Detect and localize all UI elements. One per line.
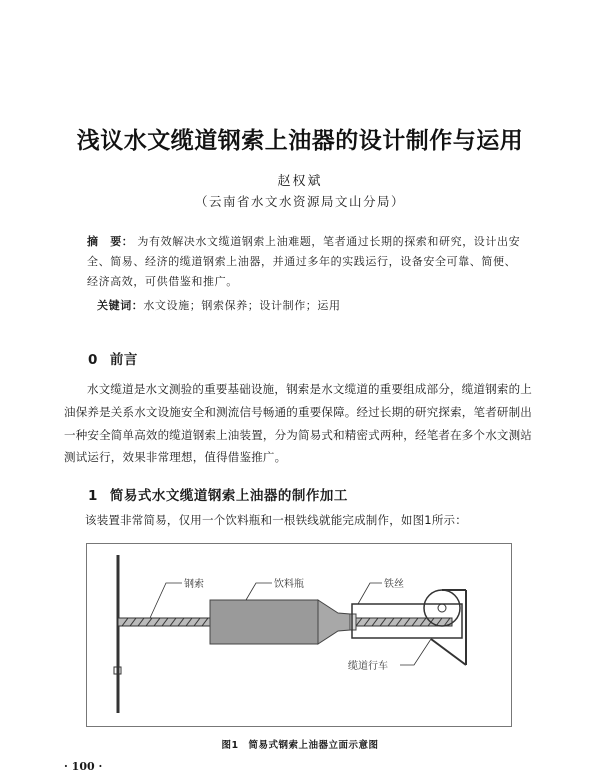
figure-1-caption: 图1 简易式钢索上油器立面示意图 — [221, 740, 379, 751]
carriage-frame — [431, 590, 466, 665]
author: 赵权斌 — [277, 174, 323, 189]
section-1-title: 简易式水文缆道钢索上油器的制作加工 — [109, 488, 348, 504]
section-1-heading — [88, 484, 348, 504]
abstract-label: 摘 要： — [87, 235, 134, 248]
label-bottle: 饮料瓶 — [274, 579, 304, 590]
figure-1-diagram — [86, 543, 512, 727]
section-0-title: 前言 — [109, 352, 138, 368]
section-1-number: 1 — [88, 488, 98, 504]
label-cable: 钢索 — [184, 579, 204, 590]
keywords-label: 关键词： — [97, 299, 144, 312]
page-number: · 100 · — [64, 760, 103, 773]
section-0-paragraph: 水文缆道是水文测验的重要基础设施，钢索是水文缆道的重要组成部分，缆道钢索的上油保养是关系水文设施安全和测流信号畅通的重要保障。经过长期的研究探索，笔者研制出一种安全简单高效的缆道钢索上油装置，分为简易式和精密式两种，经笔者在多个水文测站测试运行，效果非常理想，值得借鉴推广。 — [64, 382, 532, 465]
paper-title: 浅议水文缆道钢索上油器的设计制作与运用 — [76, 127, 524, 154]
keywords-text: 水文设施；钢索保养；设计制作；运用 — [143, 299, 341, 312]
label-wire: 铁丝 — [384, 579, 404, 590]
abstract-text: 为有效解决水文缆道钢索上油难题，笔者通过长期的探索和研究，设计出安全、简易、经济的缆道钢索上油器，并通过多年的实践运行，设备安全可靠、简便、经济高效，可供借鉴和推广。 — [87, 235, 521, 288]
abstract — [87, 232, 527, 292]
section-1-intro: 该装置非常简易，仅用一个饮料瓶和一根铁线就能完成制作，如图1所示： — [85, 513, 467, 527]
section-0-heading — [88, 348, 138, 368]
bottle-shape — [210, 600, 356, 644]
affiliation: （云南省水文水资源局文山分局） — [194, 194, 405, 209]
section-0-number: 0 — [88, 352, 98, 368]
keywords — [97, 297, 537, 313]
label-carriage: 缆道行车 — [348, 661, 388, 672]
